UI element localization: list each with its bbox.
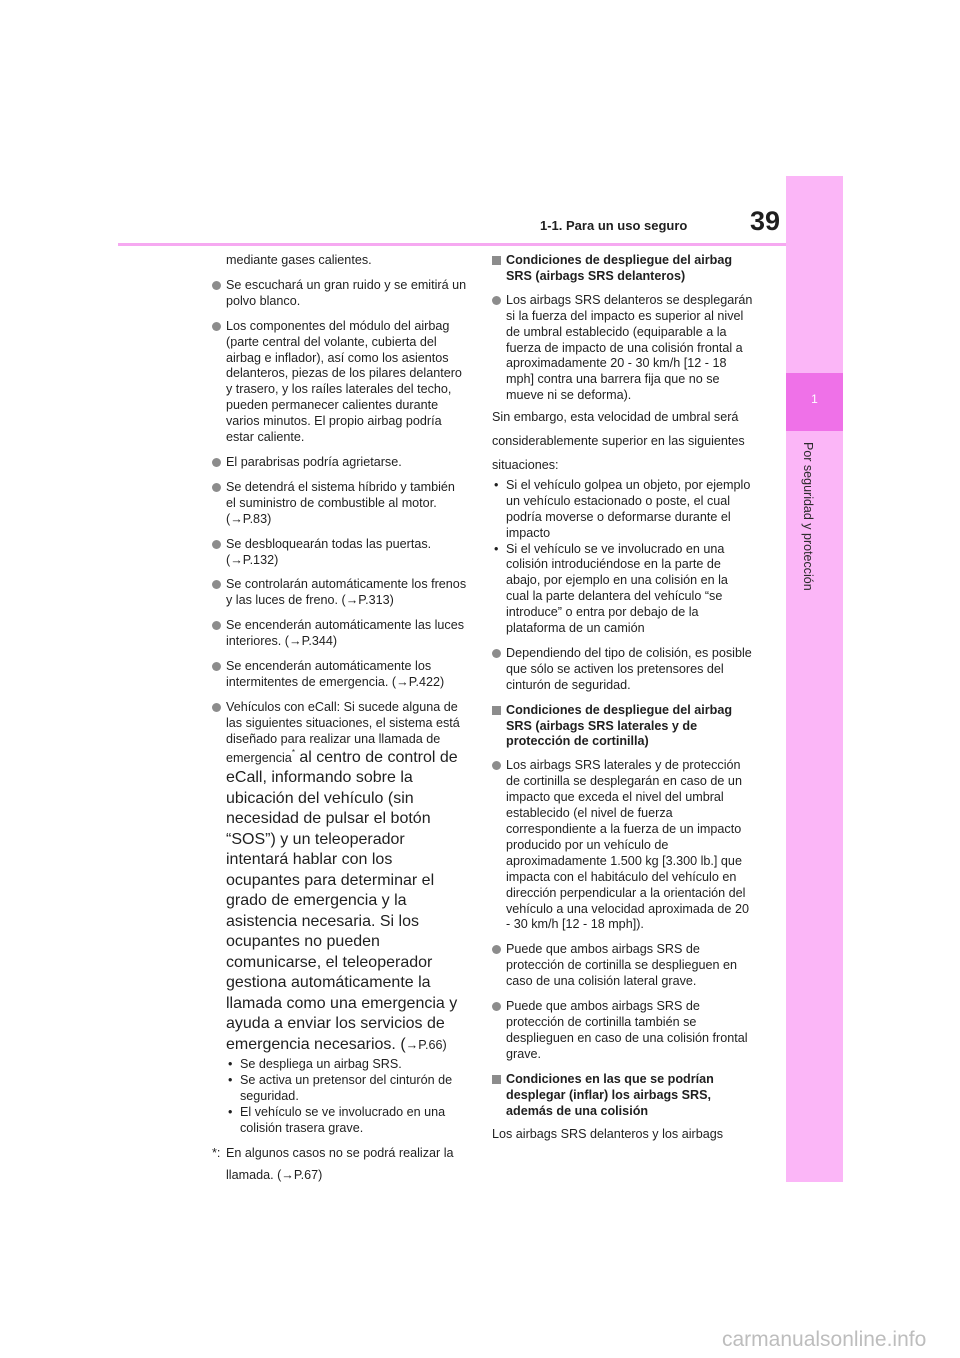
list-item: Se escuchará un gran ruido y se emitirá un polvo blanco. [212, 278, 468, 310]
threshold-items [492, 478, 754, 637]
list-item: Puede que ambos airbags SRS de protección de cortinilla se desplieguen en caso de una colisión lateral grave. [492, 942, 754, 990]
chapter-number: 1 [811, 392, 818, 406]
bullet-dot-icon [492, 649, 501, 658]
bullet-dot-icon [212, 540, 221, 549]
bullet-dot-icon [212, 580, 221, 589]
header-rule [118, 243, 786, 246]
footnote-reference: llamada. (→P.67) [226, 1167, 323, 1182]
chapter-side-tab [786, 176, 843, 1182]
heading-side-airbags: Condiciones de despliegue del airbag SRS (airbags SRS laterales y de protección de cortinilla) [492, 703, 754, 751]
bullet-dot-icon [212, 483, 221, 492]
bullet-dot-icon [492, 761, 501, 770]
bullet-dot-icon [212, 662, 221, 671]
list-item: Los airbags SRS laterales y de protección de cortinilla se desplegarán en caso de un impacto que exceda el nivel del umbral establecido (el nivel de fuerza correspondiente a la fuerza de un impacto producido por un vehículo de aproximadamente 1.500 kg [3.300 lb.] que impacta con el habitáculo del vehículo en dirección perpendicular a la orientación del vehículo a una velocidad aproximada de 20 - 30 km/h [12 - 18 mph]). [492, 758, 754, 933]
bullet-dot-icon [212, 458, 221, 467]
footnote-mark: *: [212, 1145, 221, 1160]
list-item: Se desbloquearán todas las puertas. (→P.132) [212, 537, 468, 569]
threshold-line: situaciones: [492, 457, 559, 472]
bullet-dot-icon [212, 621, 221, 630]
heading-front-airbags: Condiciones de despliegue del airbag SRS (airbags SRS delanteros) [492, 253, 754, 285]
threshold-line: considerablemente superior en las siguientes [492, 434, 745, 449]
left-column [212, 253, 468, 1183]
bullet-dot-icon [212, 322, 221, 331]
list-item: Los componentes del módulo del airbag (parte central del volante, cubierta del airbag e inflador), así como los asientos delanteros, piezas de los pilares delantero y trasero, y los raíles laterales del techo, pueden permanecer calientes durante varios minutos. El propio airbag podría estar caliente. [212, 319, 468, 446]
list-item: Se encenderán automáticamente los intermitentes de emergencia. (→P.422) [212, 659, 468, 691]
bullet-dot-icon [212, 703, 221, 712]
bullet-dot-icon [492, 1002, 501, 1011]
list-item: Se controlarán automáticamente los frenos y las luces de freno. (→P.313) [212, 577, 468, 609]
list-item: • Se activa un pretensor del cinturón de seguridad. [226, 1073, 468, 1105]
list-item: Dependiendo del tipo de colisión, es posible que sólo se activen los pretensores del cinturón de seguridad. [492, 646, 754, 694]
list-item: El parabrisas podría agrietarse. [212, 455, 468, 471]
heading-other-conditions: Condiciones en las que se podrían desplegar (inflar) los airbags SRS, además de una colisión [492, 1072, 754, 1120]
threshold-line: Sin embargo, esta velocidad de umbral será [492, 410, 739, 425]
ecall-large-text: al centro de control de eCall, informando sobre la ubicación del vehículo (sin necesidad de pulsar el botón “SOS”) y un teleoperador intentará hablar con los ocupantes para determinar el grado de emergencia y la asistencia necesaria. Si los ocupantes no pueden comunicarse, el teleoperador gestiona automáticamente la llamada como una emergencia y ayuda a enviar los servicios de emergencia necesarios. ( [226, 748, 458, 1053]
continuation-text: mediante gases calientes. [226, 253, 372, 267]
heading-square-icon [492, 256, 501, 265]
list-item: Los airbags SRS delanteros se desplegarán si la fuerza del impacto es superior al nivel de umbral establecido (equiparable a la fuerza de impacto de una colisión frontal a aproximadamente 20 - 30 km/h [12 - 18 mph] contra una barrera fija que no se mueve ni se deforma). [492, 293, 754, 404]
list-item: • Si el vehículo se ve involucrado en una colisión introduciéndose en la parte de abajo, por ejemplo en una colisión en la cual la parte delantera del vehículo “se introduce” o entra por debajo de la plataforma de un camión [492, 542, 754, 637]
watermark: carmanualsonline.info [722, 1328, 927, 1351]
heading-square-icon [492, 1075, 501, 1084]
chapter-label: Por seguridad y protección [801, 442, 815, 591]
page-reference: →P.66) [405, 1037, 447, 1052]
heading-square-icon [492, 706, 501, 715]
bullet-dot-icon [492, 296, 501, 305]
final-text: Los airbags SRS delanteros y los airbags [492, 1127, 724, 1142]
ecall-conditions [212, 1057, 468, 1137]
footnote-text: En algunos casos no se podrá realizar la [226, 1145, 454, 1160]
list-item: • Si el vehículo golpea un objeto, por ejemplo un vehículo estacionado o poste, el cual podría moverse o deformarse durante el impacto [492, 478, 754, 542]
right-column [492, 253, 754, 1151]
footnote-asterisk: * [291, 747, 295, 757]
list-item: Se encenderán automáticamente las luces interiores. (→P.344) [212, 618, 468, 650]
section-title: 1-1. Para un uso seguro [540, 218, 688, 233]
list-item: Puede que ambos airbags SRS de protección de cortinilla también se desplieguen en caso de una colisión frontal grave. [492, 999, 754, 1063]
list-item: Se detendrá el sistema híbrido y también el suministro de combustible al motor. (→P.83) [212, 480, 468, 528]
footnote [212, 1146, 468, 1184]
list-item: • Se despliega un airbag SRS. [226, 1057, 468, 1073]
bullet-dot-icon [212, 281, 221, 290]
ecall-item: Vehículos con eCall: Si sucede alguna de las siguientes situaciones, el sistema está diseñado para realizar una llamada de emergencia* al centro de control de eCall, informando sobre la ubicación del vehículo (sin necesidad de pulsar el botón “SOS”) y un teleoperador intentará hablar con los ocupantes para determinar el grado de emergencia y la asistencia necesaria. Si los ocupantes no pueden comunicarse, el teleoperador gestiona automáticamente la llamada como una emergencia y ayuda a enviar los servicios de emergencia necesarios. (→P.66) [212, 700, 468, 1055]
list-item: • El vehículo se ve involucrado en una colisión trasera grave. [226, 1105, 468, 1137]
page-number: 39 [750, 206, 781, 236]
bullet-dot-icon [492, 945, 501, 954]
